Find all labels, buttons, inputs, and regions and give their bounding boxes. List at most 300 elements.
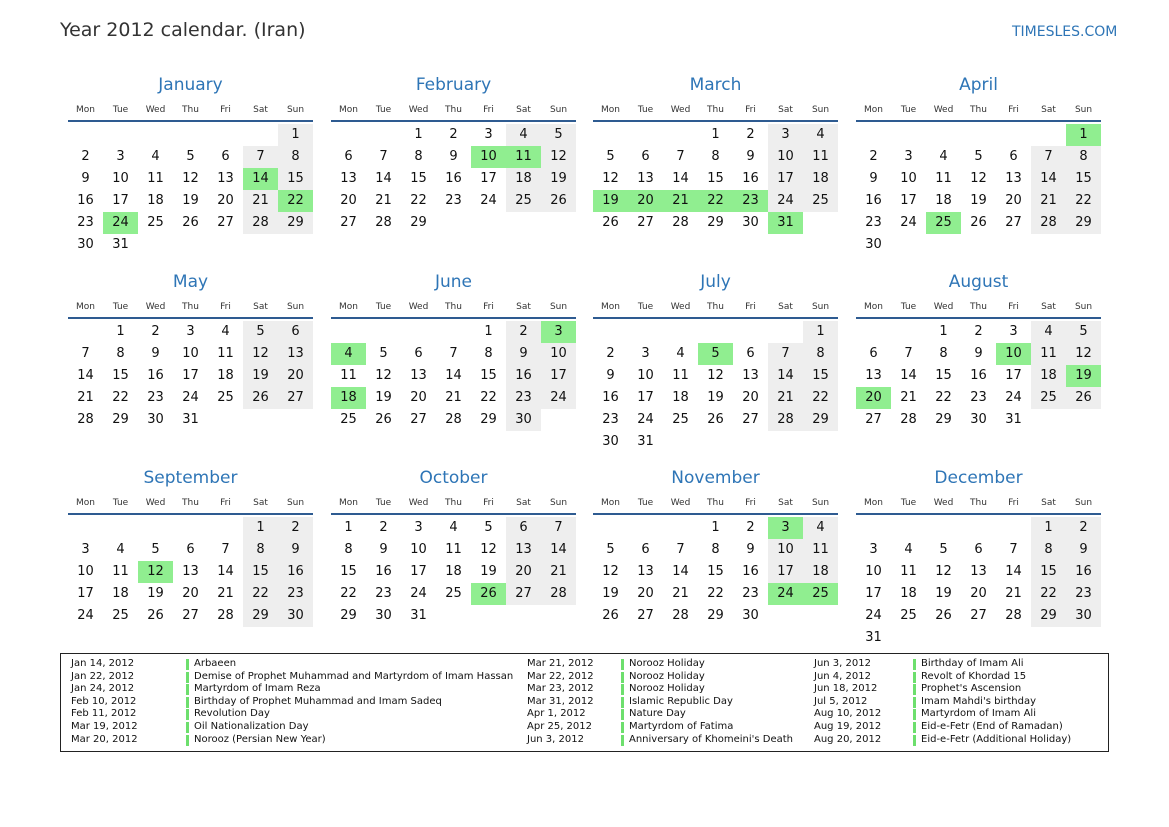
- calendar-day: 13: [865, 368, 882, 383]
- calendar-day: 7: [768, 343, 803, 365]
- calendar-day: 10: [77, 564, 94, 579]
- weekday-label: Sat: [516, 105, 531, 115]
- calendar-day: 16: [602, 390, 619, 405]
- calendar-day: 8: [1066, 146, 1101, 168]
- calendar-day: 16: [1066, 561, 1101, 583]
- calendar-day: 16: [147, 368, 164, 383]
- weekday-label: Sun: [286, 302, 305, 312]
- calendar-day: 26: [602, 215, 619, 230]
- holiday-entry: [814, 734, 1094, 747]
- calendar-day: 23: [1066, 583, 1101, 605]
- holiday-day: 11: [506, 146, 541, 168]
- calendar-day: 28: [1005, 608, 1022, 623]
- calendar-day: 16: [375, 564, 392, 579]
- calendar-day: 2: [449, 127, 458, 142]
- weekday-label: Thu: [707, 302, 724, 312]
- calendar-day: 23: [602, 412, 619, 427]
- calendar-day: 9: [1066, 539, 1101, 561]
- weekday-label: Mon: [339, 105, 358, 115]
- calendar-day: 3: [869, 542, 878, 557]
- holiday-name: Norooz Holiday: [629, 658, 705, 669]
- weekday-label: Mon: [339, 302, 358, 312]
- weekday-label: Mon: [76, 105, 95, 115]
- holiday-day: 25: [926, 212, 961, 234]
- weekday-header: [593, 299, 838, 319]
- calendar-day: 18: [147, 193, 164, 208]
- weekday-label: Wed: [408, 302, 429, 312]
- calendar-day: 21: [445, 390, 462, 405]
- calendar-day: 14: [541, 539, 576, 561]
- calendar-day: 4: [116, 542, 125, 557]
- calendar-day: 5: [606, 542, 615, 557]
- calendar-day: 9: [606, 368, 615, 383]
- calendar-day: 29: [803, 409, 838, 431]
- calendar-day: 7: [1009, 542, 1018, 557]
- holiday-name: Demise of Prophet Muhammad and Martyrdom of Imam Hassan: [194, 670, 514, 682]
- calendar-day: 26: [147, 608, 164, 623]
- weekday-label: Thu: [970, 302, 987, 312]
- calendar-day: 18: [1031, 365, 1066, 387]
- weekday-label: Fri: [220, 302, 231, 312]
- calendar-day: 10: [410, 542, 427, 557]
- calendar-day: 28: [541, 583, 576, 605]
- calendar-day: 1: [344, 520, 353, 535]
- weekday-header: [68, 102, 313, 122]
- calendar-day: 29: [935, 412, 952, 427]
- calendar-day: 29: [243, 605, 278, 627]
- holiday-day: 14: [243, 168, 278, 190]
- calendar-day: 19: [707, 390, 724, 405]
- calendar-day: 28: [375, 215, 392, 230]
- calendar-day: 26: [970, 215, 987, 230]
- calendar-day: 1: [116, 324, 125, 339]
- calendar-day: 13: [182, 564, 199, 579]
- calendar-day: 14: [768, 365, 803, 387]
- holiday-marker: [186, 709, 189, 720]
- day-grid: [593, 319, 838, 453]
- calendar-day: 15: [480, 368, 497, 383]
- holiday-entry: [527, 696, 807, 709]
- calendar-day: 25: [445, 586, 462, 601]
- holiday-day: 10: [996, 343, 1031, 365]
- holiday-date: Jan 22, 2012: [71, 670, 135, 682]
- calendar-day: 21: [768, 387, 803, 409]
- calendar-day: 25: [112, 608, 129, 623]
- calendar-day: 4: [221, 324, 230, 339]
- calendar-day: 17: [1005, 368, 1022, 383]
- holiday-marker: [621, 672, 624, 683]
- month-title: October: [419, 468, 488, 488]
- weekday-label: Thu: [707, 105, 724, 115]
- holiday-date: Jun 3, 2012: [814, 658, 871, 669]
- calendar-day: 12: [541, 146, 576, 168]
- month-april: [856, 74, 1101, 256]
- calendar-day: 11: [1031, 343, 1066, 365]
- holiday-day: 22: [698, 190, 733, 212]
- weekday-label: Fri: [1008, 105, 1019, 115]
- holiday-date: Feb 11, 2012: [71, 708, 137, 720]
- holiday-entry: [71, 658, 511, 671]
- weekday-label: Sat: [516, 302, 531, 312]
- calendar-day: 9: [151, 346, 160, 361]
- month-title: January: [158, 75, 223, 95]
- weekday-label: Thu: [445, 498, 462, 508]
- calendar-day: 30: [375, 608, 392, 623]
- holiday-marker: [913, 672, 916, 683]
- calendar-day: 3: [904, 149, 913, 164]
- month-title: April: [959, 75, 998, 95]
- weekday-label: Wed: [933, 105, 954, 115]
- holiday-day: 19: [1066, 365, 1101, 387]
- month-december: [856, 467, 1101, 649]
- calendar-day: 10: [541, 343, 576, 365]
- calendar-day: 19: [602, 586, 619, 601]
- weekday-label: Fri: [220, 498, 231, 508]
- calendar-day: 18: [935, 193, 952, 208]
- calendar-day: 8: [711, 149, 720, 164]
- calendar-day: 3: [414, 520, 423, 535]
- calendar-day: 3: [768, 124, 803, 146]
- calendar-day: 12: [935, 564, 952, 579]
- holiday-name: Nature Day: [629, 708, 686, 720]
- day-grid: [856, 319, 1101, 431]
- calendar-day: 26: [935, 608, 952, 623]
- calendar-day: 24: [410, 586, 427, 601]
- calendar-day: 20: [970, 586, 987, 601]
- calendar-day: 27: [970, 608, 987, 623]
- weekday-label: Mon: [601, 105, 620, 115]
- weekday-label: Sat: [778, 498, 793, 508]
- month-october: [331, 467, 576, 627]
- holiday-marker: [913, 709, 916, 720]
- calendar-day: 23: [970, 390, 987, 405]
- calendar-day: 1: [414, 127, 423, 142]
- calendar-day: 22: [935, 390, 952, 405]
- calendar-day: 31: [865, 630, 882, 645]
- calendar-day: 19: [147, 586, 164, 601]
- calendar-day: 5: [151, 542, 160, 557]
- calendar-day: 15: [243, 561, 278, 583]
- weekday-label: Sun: [286, 105, 305, 115]
- holiday-date: Jan 14, 2012: [71, 658, 135, 669]
- calendar-day: 16: [77, 193, 94, 208]
- month-title: December: [934, 468, 1023, 488]
- calendar-day: 24: [182, 390, 199, 405]
- holiday-day: 1: [1066, 124, 1101, 146]
- weekday-label: Sun: [549, 498, 568, 508]
- holiday-marker: [621, 697, 624, 708]
- calendar-day: 1: [243, 517, 278, 539]
- weekday-label: Fri: [220, 105, 231, 115]
- weekday-label: Thu: [970, 105, 987, 115]
- calendar-day: 24: [865, 608, 882, 623]
- weekday-label: Sun: [286, 498, 305, 508]
- day-grid: [593, 122, 838, 234]
- calendar-day: 8: [711, 542, 720, 557]
- calendar-day: 1: [278, 124, 313, 146]
- day-grid: [331, 515, 576, 627]
- calendar-day: 24: [768, 190, 803, 212]
- calendar-day: 19: [182, 193, 199, 208]
- weekday-label: Sat: [1041, 498, 1056, 508]
- calendar-day: 17: [768, 561, 803, 583]
- calendar-day: 27: [637, 608, 654, 623]
- calendar-day: 2: [278, 517, 313, 539]
- weekday-label: Mon: [864, 302, 883, 312]
- calendar-day: 21: [541, 561, 576, 583]
- calendar-day: 25: [672, 412, 689, 427]
- calendar-day: 2: [1066, 517, 1101, 539]
- calendar-day: 9: [379, 542, 388, 557]
- calendar-day: 1: [803, 321, 838, 343]
- weekday-header: [331, 102, 576, 122]
- calendar-day: 12: [182, 171, 199, 186]
- calendar-day: 27: [217, 215, 234, 230]
- calendar-day: 11: [445, 542, 462, 557]
- holiday-marker: [621, 735, 624, 746]
- calendar-day: 2: [506, 321, 541, 343]
- calendar-day: 15: [278, 168, 313, 190]
- weekday-label: Sat: [516, 498, 531, 508]
- calendar-day: 5: [974, 149, 983, 164]
- holiday-day: 18: [331, 387, 366, 409]
- holiday-marker: [186, 684, 189, 695]
- calendar-day: 6: [186, 542, 195, 557]
- calendar-day: 9: [974, 346, 983, 361]
- calendar-day: 17: [637, 390, 654, 405]
- calendar-day: 19: [243, 365, 278, 387]
- calendar-day: 6: [869, 346, 878, 361]
- calendar-day: 16: [970, 368, 987, 383]
- holiday-date: Mar 21, 2012: [527, 658, 594, 669]
- holiday-entry: [71, 734, 511, 747]
- calendar-day: 26: [375, 412, 392, 427]
- holiday-date: Jan 24, 2012: [71, 683, 135, 695]
- holiday-day: 26: [471, 583, 506, 605]
- month-title: June: [434, 272, 473, 292]
- weekday-header: [856, 495, 1101, 515]
- holiday-day: 25: [803, 583, 838, 605]
- calendar-day: 24: [1005, 390, 1022, 405]
- day-grid: [331, 122, 576, 234]
- weekday-label: Thu: [182, 105, 199, 115]
- calendar-day: 13: [1005, 171, 1022, 186]
- holiday-list: [60, 653, 1109, 752]
- month-title: August: [948, 272, 1009, 292]
- weekday-label: Wed: [670, 302, 691, 312]
- calendar-day: 2: [746, 520, 755, 535]
- calendar-day: 1: [1031, 517, 1066, 539]
- weekday-label: Fri: [745, 498, 756, 508]
- holiday-name: Oil Nationalization Day: [194, 720, 309, 732]
- calendar-day: 25: [340, 412, 357, 427]
- holiday-day: 12: [138, 561, 173, 583]
- site-link[interactable]: TIMESLES.COM: [1012, 24, 1118, 40]
- day-grid: [68, 122, 313, 256]
- month-title: February: [415, 75, 492, 95]
- calendar-day: 15: [1066, 168, 1101, 190]
- weekday-label: Sun: [811, 105, 830, 115]
- calendar-day: 28: [900, 412, 917, 427]
- calendar-day: 11: [672, 368, 689, 383]
- calendar-day: 22: [340, 586, 357, 601]
- calendar-day: 31: [182, 412, 199, 427]
- calendar-day: 10: [768, 539, 803, 561]
- calendar-day: 27: [742, 412, 759, 427]
- holiday-date: Jul 5, 2012: [814, 695, 868, 707]
- calendar-day: 31: [410, 608, 427, 623]
- calendar-day: 17: [77, 586, 94, 601]
- holiday-entry: [814, 671, 1094, 684]
- weekday-label: Fri: [483, 302, 494, 312]
- calendar-day: 5: [541, 124, 576, 146]
- calendar-day: 6: [414, 346, 423, 361]
- calendar-day: 23: [147, 390, 164, 405]
- holiday-marker: [913, 697, 916, 708]
- weekday-label: Mon: [76, 498, 95, 508]
- calendar-day: 7: [449, 346, 458, 361]
- calendar-day: 3: [1009, 324, 1018, 339]
- month-title: March: [689, 75, 742, 95]
- holiday-entry: [814, 696, 1094, 709]
- calendar-day: 25: [147, 215, 164, 230]
- calendar-day: 5: [379, 346, 388, 361]
- calendar-day: 26: [707, 412, 724, 427]
- calendar-day: 8: [116, 346, 125, 361]
- weekday-label: Wed: [145, 498, 166, 508]
- calendar-day: 2: [606, 346, 615, 361]
- calendar-day: 22: [1031, 583, 1066, 605]
- calendar-day: 8: [414, 149, 423, 164]
- calendar-day: 9: [278, 539, 313, 561]
- calendar-day: 12: [243, 343, 278, 365]
- calendar-day: 18: [803, 168, 838, 190]
- calendar-day: 7: [1031, 146, 1066, 168]
- day-grid: [68, 515, 313, 627]
- day-grid: [593, 515, 838, 627]
- calendar-day: 9: [746, 542, 755, 557]
- weekday-label: Tue: [112, 302, 129, 312]
- month-may: [68, 271, 313, 431]
- holiday-marker: [186, 722, 189, 733]
- holiday-name: Norooz (Persian New Year): [194, 733, 326, 745]
- weekday-label: Sat: [1041, 105, 1056, 115]
- calendar-day: 29: [112, 412, 129, 427]
- calendar-day: 5: [243, 321, 278, 343]
- holiday-name: Anniversary of Khomeini's Death: [629, 733, 794, 745]
- calendar-day: 1: [939, 324, 948, 339]
- weekday-label: Mon: [601, 498, 620, 508]
- holiday-entry: [527, 658, 807, 671]
- calendar-day: 13: [506, 539, 541, 561]
- holiday-name: Eid-e-Fetr (End of Ramadan): [921, 720, 1063, 732]
- calendar-day: 5: [484, 520, 493, 535]
- holiday-column: [814, 658, 1094, 746]
- holiday-date: Mar 22, 2012: [527, 670, 594, 682]
- calendar-day: 13: [340, 171, 357, 186]
- weekday-label: Sat: [253, 105, 268, 115]
- calendar-day: 10: [112, 171, 129, 186]
- calendar-day: 5: [1066, 321, 1101, 343]
- calendar-day: 25: [1031, 387, 1066, 409]
- holiday-entry: [71, 670, 514, 684]
- calendar-day: 7: [379, 149, 388, 164]
- holiday-name: Eid-e-Fetr (Additional Holiday): [921, 733, 1072, 745]
- calendar-day: 8: [484, 346, 493, 361]
- holiday-date: Mar 19, 2012: [71, 720, 138, 732]
- calendar-day: 27: [278, 387, 313, 409]
- holiday-marker: [913, 659, 916, 670]
- calendar-day: 24: [480, 193, 497, 208]
- calendar-day: 3: [116, 149, 125, 164]
- weekday-label: Fri: [1008, 302, 1019, 312]
- calendar-day: 23: [375, 586, 392, 601]
- calendar-day: 28: [445, 412, 462, 427]
- weekday-label: Fri: [483, 105, 494, 115]
- calendar-day: 15: [707, 564, 724, 579]
- weekday-label: Tue: [637, 105, 654, 115]
- holiday-day: 24: [768, 583, 803, 605]
- weekday-label: Wed: [408, 498, 429, 508]
- calendar-day: 19: [375, 390, 392, 405]
- calendar-day: 20: [1005, 193, 1022, 208]
- calendar-day: 16: [506, 365, 541, 387]
- holiday-date: Jun 4, 2012: [814, 670, 871, 682]
- weekday-label: Thu: [182, 302, 199, 312]
- calendar-day: 20: [340, 193, 357, 208]
- calendar-day: 15: [1031, 561, 1066, 583]
- holiday-day: 19: [593, 190, 628, 212]
- calendar-day: 21: [243, 190, 278, 212]
- calendar-day: 14: [1005, 564, 1022, 579]
- weekday-label: Tue: [900, 498, 917, 508]
- calendar-day: 18: [445, 564, 462, 579]
- calendar-day: 6: [641, 149, 650, 164]
- weekday-label: Thu: [445, 105, 462, 115]
- holiday-date: Mar 20, 2012: [71, 733, 138, 745]
- weekday-label: Sun: [1074, 498, 1093, 508]
- calendar-day: 19: [970, 193, 987, 208]
- calendar-day: 23: [506, 387, 541, 409]
- calendar-day: 8: [278, 146, 313, 168]
- calendar-day: 29: [480, 412, 497, 427]
- calendar-day: 4: [676, 346, 685, 361]
- calendar-day: 4: [449, 520, 458, 535]
- calendar-day: 7: [81, 346, 90, 361]
- month-title: September: [143, 468, 238, 488]
- calendar-day: 2: [869, 149, 878, 164]
- calendar-day: 6: [278, 321, 313, 343]
- calendar-day: 16: [742, 171, 759, 186]
- calendar-day: 12: [707, 368, 724, 383]
- calendar-day: 22: [112, 390, 129, 405]
- calendar-day: 11: [803, 146, 838, 168]
- weekday-label: Sun: [549, 105, 568, 115]
- calendar-day: 31: [1005, 412, 1022, 427]
- calendar-day: 10: [900, 171, 917, 186]
- weekday-label: Tue: [375, 105, 392, 115]
- calendar-day: 11: [217, 346, 234, 361]
- calendar-day: 11: [935, 171, 952, 186]
- holiday-name: Martyrdom of Imam Ali: [921, 708, 1036, 720]
- calendar-day: 27: [410, 412, 427, 427]
- calendar-day: 23: [865, 215, 882, 230]
- weekday-label: Sun: [1074, 302, 1093, 312]
- calendar-day: 7: [904, 346, 913, 361]
- holiday-name: Martyrdom of Imam Reza: [194, 683, 321, 695]
- calendar-day: 22: [410, 193, 427, 208]
- calendar-day: 24: [541, 387, 576, 409]
